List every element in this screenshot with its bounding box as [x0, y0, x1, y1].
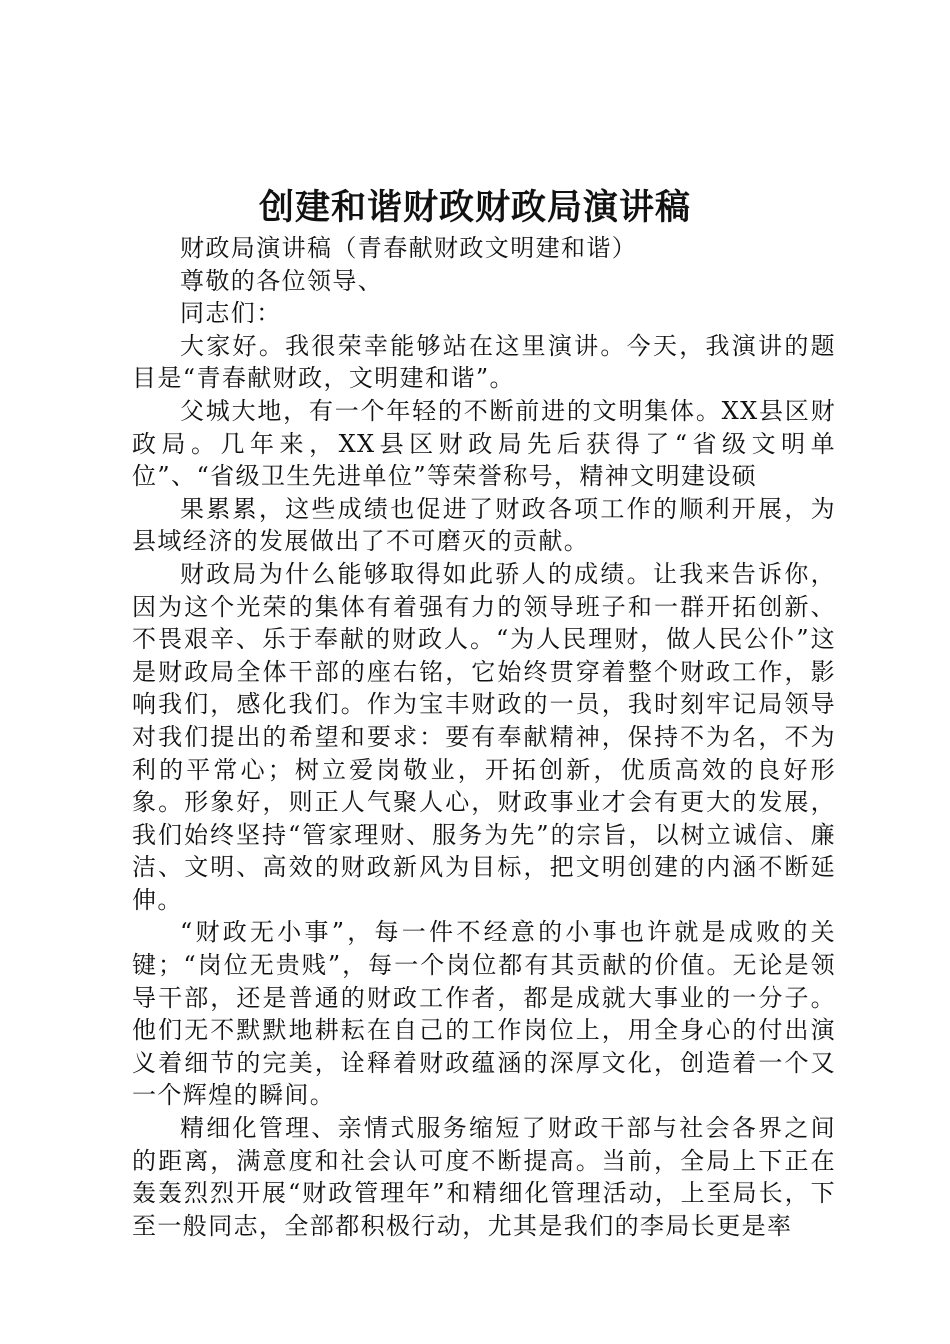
paragraph: 大家好。我很荣幸能够站在这里演讲。今天，我演讲的题目是“青春献财政，文明建和谐”。 [132, 331, 836, 393]
paragraph: 果累累，这些成绩也促进了财政各项工作的顺利开展，为县域经济的发展做出了不可磨灭的贡献。 [132, 494, 836, 556]
paragraph-subtitle: 财政局演讲稿（青春献财政文明建和谐） [180, 234, 638, 262]
paragraph: “财政无小事”，每一件不经意的小事也许就是成败的关键；“岗位无贵贱”，每一个岗位都有其贡献的价值。无论是领导干部，还是普通的财政工作者，都是成就大事业的一分子。他们无不默默地耕耘在自己的工作岗位上，用全身心的付出演义着细节的完美，诠释着财政蕴涵的深厚文化，创造着一个又一个辉煌的瞬间。 [132, 918, 836, 1110]
document-title: 创建和谐财政财政局演讲稿 [258, 187, 691, 228]
paragraph: 父城大地，有一个年轻的不断前进的文明集体。XX县区财政局。几年来，XX县区财政局先后获得了“省级文明单位”、“省级卫生先进单位”等荣誉称号，精神文明建设硕 [132, 396, 836, 491]
paragraph: 精细化管理、亲情式服务缩短了财政干部与社会各界之间的距离，满意度和社会认可度不断提高。当前，全局上下正在轰轰烈烈开展“财政管理年”和精细化管理活动，上至局长，下至一般同志，全部都积极行动，尤其是我们的李局长更是率 [132, 1114, 836, 1240]
paragraph-salutation-2: 同志们： [180, 299, 282, 328]
paragraph: 财政局为什么能够取得如此骄人的成绩。让我来告诉你，因为这个光荣的集体有着强有力的领导班子和一群开拓创新、不畏艰辛、乐于奉献的财政人。“为人民理财，做人民公仆”这是财政局全体干部的座右铭，它始终贯穿着整个财政工作，影响我们，感化我们。作为宝丰财政的一员，我时刻牢记局领导对我们提出的希望和要求：要有奉献精神，保持不为名，不为利的平常心；树立爱岗敬业，开拓创新，优质高效的良好形象。形象好，则正人气聚人心，财政事业才会有更大的发展，我们始终坚持“管家理财、服务为先”的宗旨，以树立诚信、廉洁、文明、高效的财政新风为目标，把文明创建的内涵不断延伸。 [132, 559, 836, 914]
document-body [132, 232, 836, 1242]
paragraph-salutation: 尊敬的各位领导、 [180, 266, 384, 295]
